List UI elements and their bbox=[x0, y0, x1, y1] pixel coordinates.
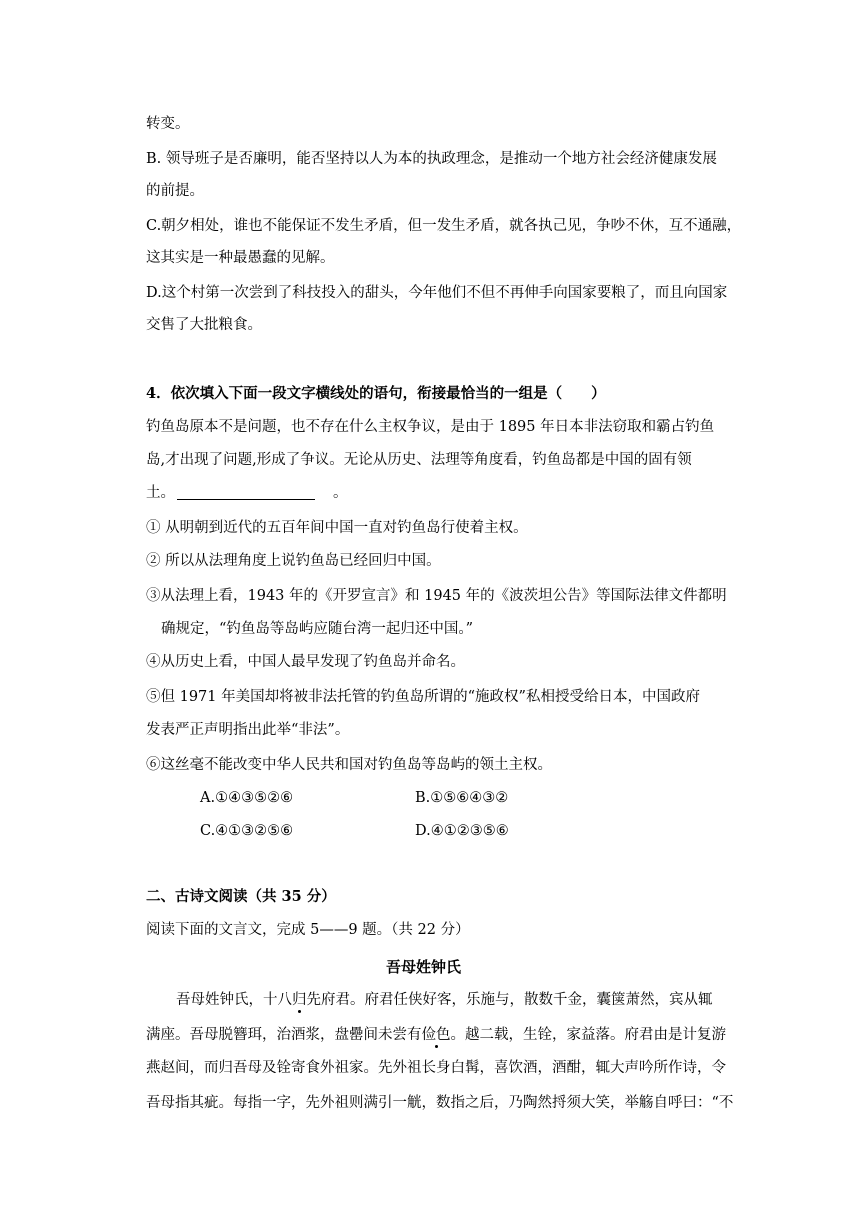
answer-blank bbox=[177, 485, 315, 500]
q4-paragraph-line3 bbox=[146, 483, 348, 503]
passage-line-2-end: 。越二载，生铨，家益落。府君由是计复游 bbox=[450, 1027, 726, 1043]
sentence-5-line2: 发表严正声明指出此举“非法”。 bbox=[146, 722, 350, 738]
emphasized-word-2: 俭色 bbox=[421, 1027, 451, 1043]
passage-line-3: 燕赵间，而归吾母及铨寄食外祖家。先外祖长身白髯，喜饮酒，酒酣，辄大声吟所作诗，令 bbox=[146, 1060, 726, 1076]
passage-line-1-end: 先府君。府君任侠好客，乐施与，散数千金，囊箧萧然，宾从辄 bbox=[306, 992, 713, 1008]
section-2-instruction: 阅读下面的文言文，完成 5——9 题。（共 22 分） bbox=[146, 922, 470, 938]
choice-c: C.④①③②⑤⑥ bbox=[200, 823, 294, 839]
option-b-line1: B. 领导班子是否廉明，能否坚持以人为本的执政理念，是推动一个地方社会经济健康发展 bbox=[146, 151, 717, 167]
section-2-heading: 二、古诗文阅读（共 35 分） bbox=[146, 888, 336, 905]
option-d-line1: D.这个村第一次尝到了科技投入的甜头，今年他们不但不再伸手向国家要粮了，而且向国家 bbox=[146, 285, 728, 301]
option-a-tail: 转变。 bbox=[146, 116, 190, 132]
emphasized-word-1: 归 bbox=[292, 992, 307, 1008]
question-4-stem: 4．依次填入下面一段文字横线处的语句，衔接最恰当的一组是（ ） bbox=[146, 385, 606, 402]
passage-line-1-start: 吾母姓钟氏，十八 bbox=[176, 992, 292, 1008]
passage-line-1 bbox=[176, 990, 713, 1010]
q4-paragraph-line2: 岛,才出现了问题,形成了争议。无论从历史、法理等角度看，钓鱼岛都是中国的固有领 bbox=[146, 452, 692, 468]
sentence-5-line1: ⑤但 1971 年美国却将被非法托管的钓鱼岛所谓的“施政权”私相授受给日本，中国政府 bbox=[146, 689, 700, 705]
choice-b: B.①⑤⑥④③② bbox=[415, 790, 509, 806]
passage-line-4: 吾母指其疵。每指一字，先外祖则满引一觥，数指之后，乃陶然捋须大笑，举觞自呼曰：“不 bbox=[146, 1095, 734, 1111]
sentence-6: ⑥这丝毫不能改变中华人民共和国对钓鱼岛等岛屿的领土主权。 bbox=[146, 757, 552, 773]
choice-a: A.①④③⑤②⑥ bbox=[200, 790, 294, 806]
sentence-2: ② 所以从法理角度上说钓鱼岛已经回归中国。 bbox=[146, 553, 441, 569]
q4-paragraph-line1: 钓鱼岛原本不是问题，也不存在什么主权争议，是由于 1895 年日本非法窃取和霸占钓鱼 bbox=[146, 419, 715, 435]
passage-title: 吾母姓钟氏 bbox=[386, 958, 462, 976]
q4-paragraph-line3-start: 土。 bbox=[146, 485, 175, 501]
sentence-3-line1: ③从法理上看，1943 年的《开罗宣言》和 1945 年的《波茨坦公告》等国际法律文件都明 bbox=[146, 588, 727, 604]
passage-line-2 bbox=[146, 1025, 726, 1045]
choice-d: D.④①②③⑤⑥ bbox=[415, 823, 509, 839]
q4-paragraph-line3-end: 。 bbox=[333, 485, 348, 501]
option-d-line2: 交售了大批粮食。 bbox=[146, 317, 262, 333]
option-c-line1: C.朝夕相处，谁也不能保证不发生矛盾，但一发生矛盾，就各执己见，争吵不休，互不通融， bbox=[146, 218, 742, 234]
option-b-line2: 的前提。 bbox=[146, 183, 204, 199]
sentence-3-line2: 确规定，“钓鱼岛等岛屿应随台湾一起归还中国。” bbox=[161, 621, 474, 637]
passage-line-2-start: 满座。吾母脱簪珥，治酒浆，盘罍间未尝有 bbox=[146, 1027, 422, 1043]
sentence-1: ① 从明朝到近代的五百年间中国一直对钓鱼岛行使着主权。 bbox=[146, 520, 528, 536]
sentence-4: ④从历史上看，中国人最早发现了钓鱼岛并命名。 bbox=[146, 654, 465, 670]
option-c-line2: 这其实是一种最愚蠢的见解。 bbox=[146, 250, 335, 266]
